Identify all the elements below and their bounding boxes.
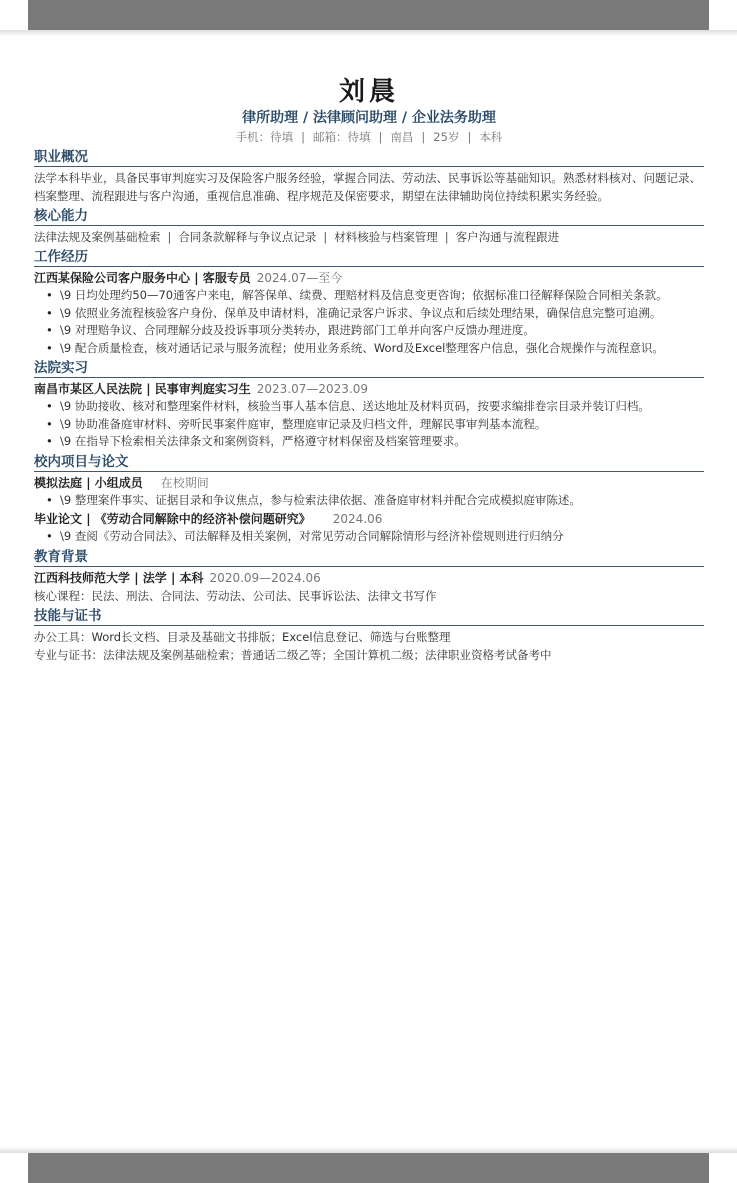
school-name: 江西科技师范大学 [34, 570, 131, 585]
section-title-certificates: 技能与证书 [34, 608, 704, 626]
viewer-top-bar [28, 0, 709, 30]
core-skill-item: 法律法规及案例基础检索 [34, 230, 161, 244]
moot-court-role: 小组成员 [94, 475, 143, 490]
education-heading: 江西科技师范大学 | 法学 | 本科 2020.09—2024.06 [34, 570, 321, 585]
job-bullet-list [34, 287, 704, 357]
resume-page [34, 76, 704, 664]
education-date: 2020.09—2024.06 [209, 570, 321, 585]
contact-separator: | [301, 130, 306, 144]
contact-email: 邮箱：待填 [313, 130, 371, 144]
internship-date: 2023.07—2023.09 [256, 382, 369, 396]
job-bullet: • \9 配合质量检查，核对通话记录与服务流程；使用业务系统、Word及Excel整理客户信息，强化合规操作与流程意识。 [46, 340, 704, 358]
internship-bullet: • \9 协助接收、核对和整理案件材料，核验当事人基本信息、送达地址及材料页码，按要求编排卷宗目录并装订归档。 [46, 398, 704, 416]
core-skill-separator: | [167, 230, 172, 244]
section-title-projects: 校内项目与论文 [34, 454, 704, 472]
contact-degree: 本科 [479, 130, 503, 144]
core-skill-separator: | [444, 230, 449, 244]
internship-bullet: • \9 协助准备庭审材料、旁听民事案件庭审，整理庭审记录及归档文件，理解民事审判基本流程。 [46, 416, 704, 434]
thesis-date: 2024.06 [332, 512, 383, 526]
job-bullet: • \9 依照业务流程核验客户身份、保单及申请材料，准确记录客户诉求、争议点和后续处理结果，确保信息完整可追溯。 [46, 305, 704, 323]
thesis-bullet: • \9 查阅《劳动合同法》、司法解释及相关案例，对常见劳动合同解除情形与经济补偿规则进行归纳分 [46, 528, 704, 546]
core-skill-item: 客户沟通与流程跟进 [455, 230, 560, 244]
thesis-bullet-list [34, 528, 704, 546]
contact-separator: | [467, 130, 472, 144]
contact-separator: | [421, 130, 426, 144]
moot-court-bullet: • \9 整理案件事实、证据目录和争议焦点，参与检索法律依据、准备庭审材料并配合完成模拟庭审陈述。 [46, 492, 704, 510]
contact-age: 25岁 [433, 130, 460, 144]
section-title-court-internship: 法院实习 [34, 360, 704, 378]
job-role: 客服专员 [202, 271, 251, 285]
certificates-line: 专业与证书：法律法规及案例基础检索；普通话二级乙等；全国计算机二级；法律职业资格考试备考中 [34, 647, 552, 662]
thesis-heading: 毕业论文 | 《劳动合同解除中的经济补偿问题研究》 2024.06 [34, 512, 383, 526]
contact-separator: | [378, 130, 383, 144]
section-title-core-skills: 核心能力 [34, 208, 704, 226]
resume-header [34, 76, 704, 146]
internship-role: 民事审判庭实习生 [154, 382, 251, 396]
section-title-summary: 职业概况 [34, 149, 704, 167]
internship-bullet-list [34, 398, 704, 451]
internship-bullet: • \9 在指导下检索相关法律条文和案例资料，严格遵守材料保密及档案管理要求。 [46, 433, 704, 451]
moot-court-date: 在校期间 [160, 475, 209, 490]
internship-heading: 南昌市某区人民法院 | 民事审判庭实习生 2023.07—2023.09 [34, 382, 369, 396]
thesis-label: 毕业论文 [34, 512, 83, 526]
page-top-shadow [0, 30, 737, 36]
education-degree: 本科 [179, 570, 204, 585]
core-skills-line [34, 228, 704, 246]
moot-court-bullet-list [34, 492, 704, 510]
core-courses: 核心课程：民法、刑法、合同法、劳动法、公司法、民事诉讼法、法律文书写作 [34, 588, 437, 603]
job-bullet: • \9 对理赔争议、合同理解分歧及投诉事项分类转办，跟进跨部门工单并向客户反馈办理进度。 [46, 322, 704, 340]
core-skill-separator: | [323, 230, 328, 244]
moot-court-heading: 模拟法庭 | 小组成员 在校期间 [34, 475, 209, 490]
thesis-topic: 《劳动合同解除中的经济补偿问题研究》 [94, 512, 311, 526]
moot-court-name: 模拟法庭 [34, 475, 83, 490]
target-positions: 律所助理 / 法律顾问助理 / 企业法务助理 [242, 110, 496, 126]
job-employer: 江西某保险公司客户服务中心 [34, 271, 191, 285]
education-major: 法学 [142, 570, 167, 585]
core-skill-item: 材料核验与档案管理 [334, 230, 438, 244]
job-heading: 江西某保险公司客户服务中心 | 客服专员 2024.07—至今 [34, 271, 343, 285]
job-bullet: • \9 日均处理约50—70通客户来电，解答保单、续费、理赔材料及信息变更咨询；依据标准口径解释保险合同相关条款。 [46, 287, 704, 305]
contact-phone: 手机：待填 [235, 130, 294, 144]
contact-line [34, 128, 704, 146]
summary-text: 法学本科毕业，具备民事审判庭实习及保险客户服务经验，掌握合同法、劳动法、民事诉讼等基础知识。熟悉材料核对、问题记录、档案整理、流程跟进与客户沟通，重视信息准确、程序规范及保密要求，期望在法律辅助岗位持续积累实务经验。 [34, 171, 701, 203]
office-tools-line: 办公工具：Word长文档、目录及基础文书排版；Excel信息登记、筛选与台账整理 [34, 629, 451, 644]
section-title-work: 工作经历 [34, 249, 704, 267]
viewer-bottom-bar [28, 1153, 709, 1183]
internship-org: 南昌市某区人民法院 [34, 382, 143, 396]
core-skill-item: 合同条款解释与争议点记录 [178, 230, 317, 244]
section-title-education: 教育背景 [34, 549, 704, 567]
job-date: 2024.07—至今 [256, 271, 343, 285]
contact-city: 南昌 [390, 130, 414, 144]
candidate-name: 刘晨 [338, 77, 399, 107]
